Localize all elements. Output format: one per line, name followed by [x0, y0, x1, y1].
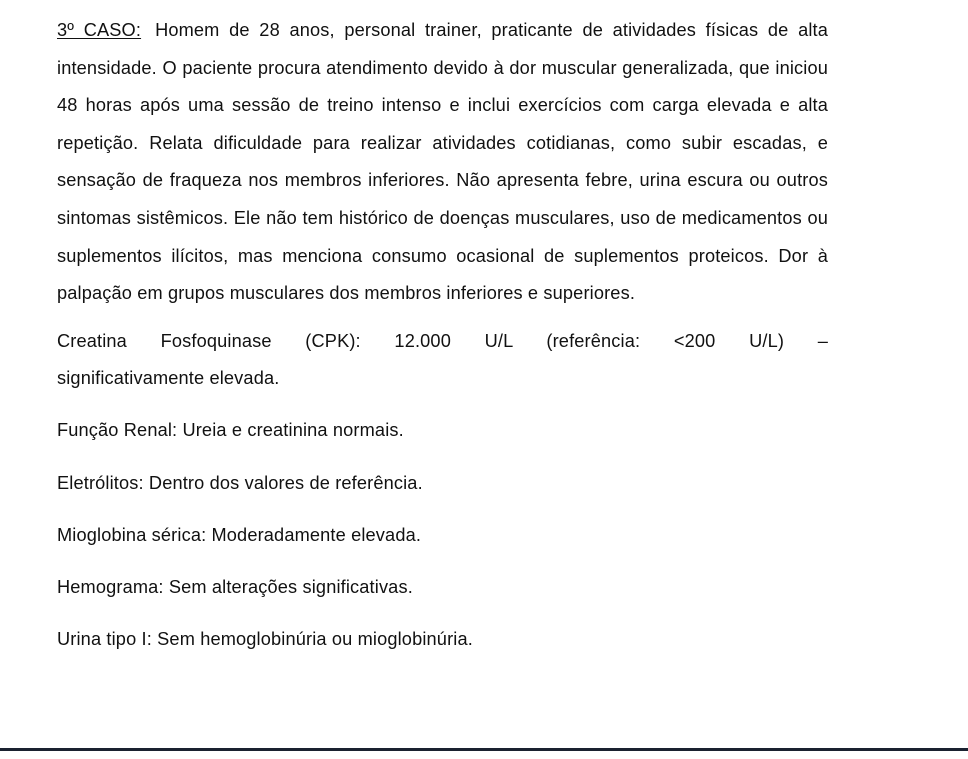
lab-cpk-line1: Creatina Fosfoquinase (CPK): 12.000 U/L (referência: <200 U/L) –: [57, 330, 828, 351]
lab-urinalysis: Urina tipo I: Sem hemoglobinúria ou mioglobinúria.: [57, 628, 473, 649]
case-text: Homem de 28 anos, personal trainer, praticante de atividades físicas de alta intensidade. O paciente procura atendimento devido à dor muscular generalizada, que iniciou 48 horas após uma sessão de treino intenso e inclui exercícios com carga elevada e alta repetição. Relata dificuldade para realizar atividades cotidianas, como subir escadas, e sensação de fraqueza nos membros inferiores. Não apresenta febre, urina escura ou outros sintomas sistêmicos. Ele não tem histórico de doenças musculares, uso de medicamentos ou suplementos ilícitos, mas menciona consumo ocasional de suplementos proteicos. Dor à palpação em grupos musculares dos membros inferiores e superiores.: [57, 20, 828, 304]
lab-cpk: [57, 323, 828, 398]
lab-electrolytes: Eletrólitos: Dentro dos valores de referência.: [57, 472, 423, 493]
lab-cpk-line2: significativamente elevada.: [57, 368, 280, 389]
lab-blood-count: Hemograma: Sem alterações significativas.: [57, 576, 413, 597]
lab-myoglobin: Mioglobina sérica: Moderadamente elevada.: [57, 524, 422, 545]
document-page: [57, 12, 828, 658]
case-description: [57, 12, 828, 313]
bottom-divider: [0, 748, 968, 751]
case-label: 3º CASO:: [57, 20, 142, 40]
lab-renal-function: Função Renal: Ureia e creatinina normais.: [57, 420, 404, 441]
